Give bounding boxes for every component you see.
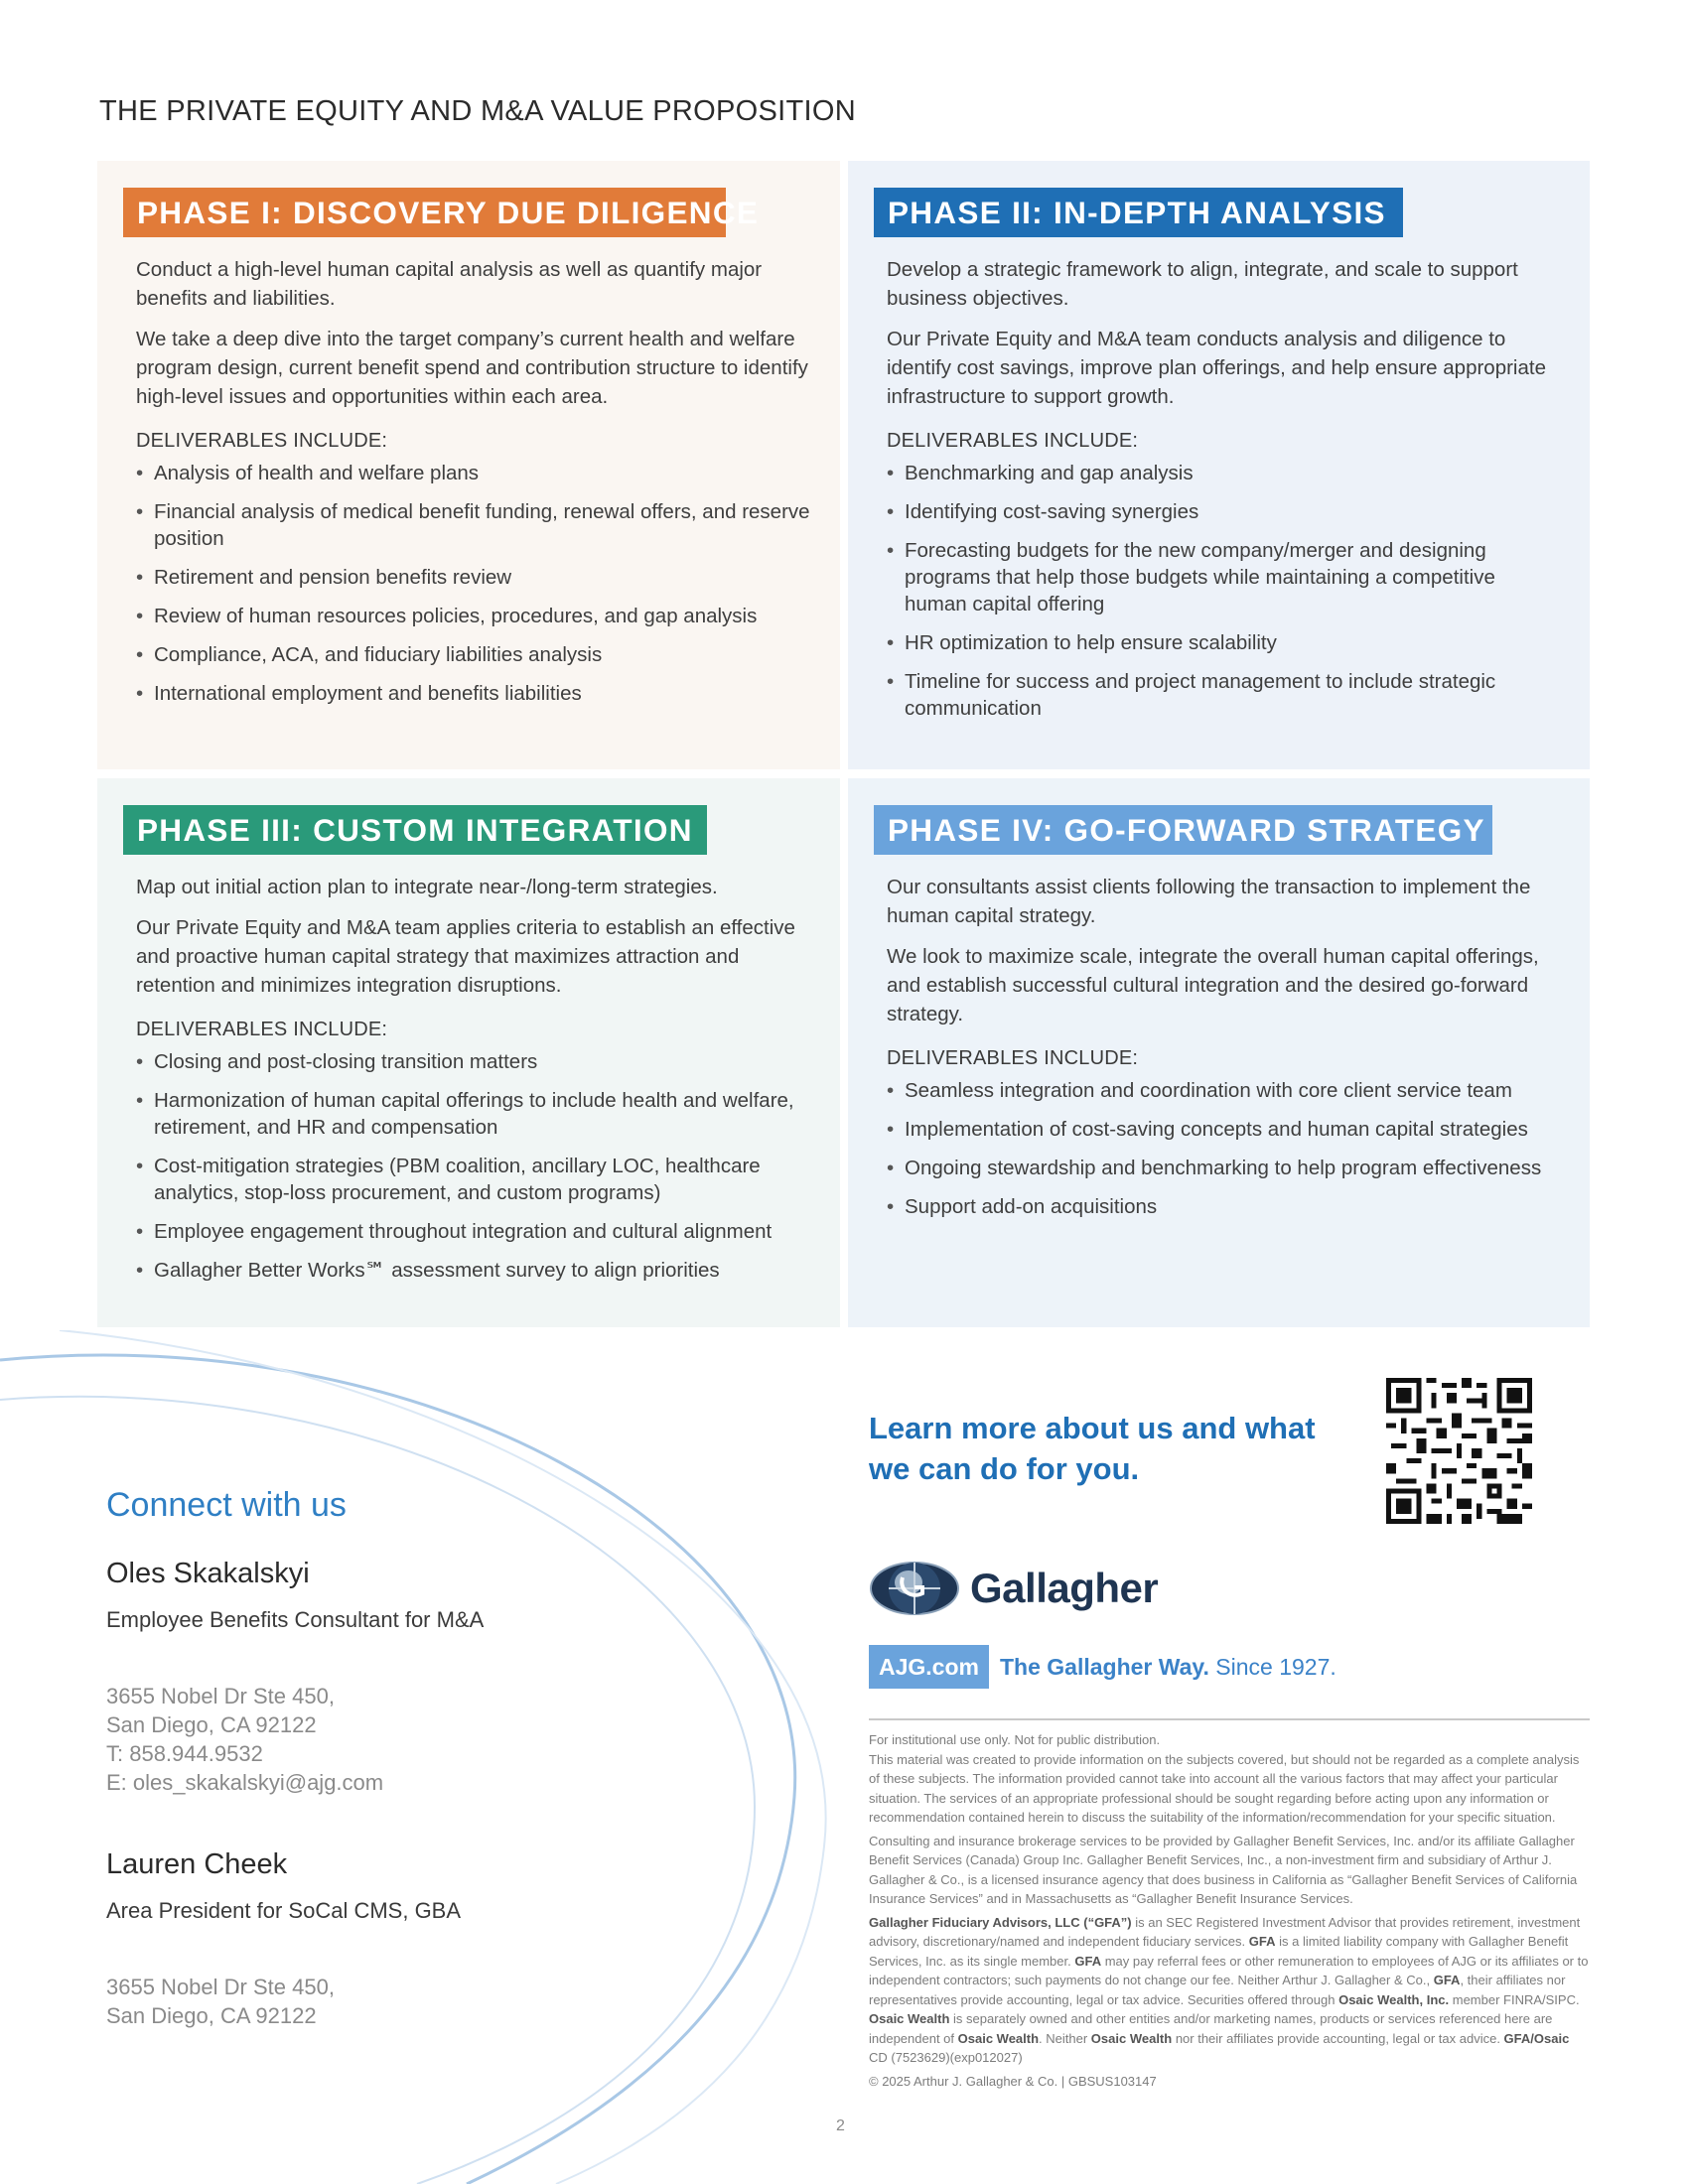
- disclaimer-text: CD (7523629)(exp012027): [869, 2050, 1023, 2065]
- brand-tagline-row: [869, 1645, 1336, 1689]
- list-item: • Compliance, ACA, and fiduciary liabilities analysis: [136, 641, 821, 668]
- list-item: • Implementation of cost-saving concepts and human capital strategies: [887, 1116, 1572, 1143]
- phase-3-deliverables-list: [136, 1048, 821, 1284]
- disclaimer-text: may pay referral fees or other remuneration to employees of AJG or its affiliates or to independent contractors; such payments do not change our fee. Neither Arthur J. Gallagher & Co.,: [869, 1953, 1589, 1987]
- disclaimer-text: , their affiliates nor representatives provide accounting, legal or tax advice. Securities offered through: [869, 1973, 1566, 2007]
- list-item: • Ongoing stewardship and benchmarking to help program effectiveness: [887, 1155, 1572, 1181]
- contact-name: Oles Skakalskyi: [106, 1558, 310, 1589]
- phase-3-deliverables-label: DELIVERABLES INCLUDE:: [136, 1019, 388, 1040]
- disclaimer-bold: GFA: [1248, 1934, 1276, 1949]
- qr-code-icon[interactable]: [1386, 1378, 1532, 1524]
- list-item: • Harmonization of human capital offerings to include health and welfare, retirement, and HR and compensation: [136, 1087, 821, 1141]
- phase-2-panel: [848, 161, 1590, 769]
- disclaimer-bold: GFA/Osaic: [1503, 2030, 1570, 2046]
- phase-3-title: PHASE III: CUSTOM INTEGRATION: [123, 805, 707, 855]
- contact-role: Employee Benefits Consultant for M&A: [106, 1607, 485, 1632]
- phase-3-intro: Map out initial action plan to integrate near-/long-term strategies.: [136, 876, 718, 898]
- list-item: • Employee engagement throughout integration and cultural alignment: [136, 1218, 821, 1245]
- contact-details: [106, 1973, 335, 2030]
- brand-tagline: [1000, 1654, 1336, 1681]
- disclaimer-paragraph: This material was created to provide information on the subjects covered, but should not be regarded as a complete analysis of these subjects. The information provided cannot take into account all the various factors that may affect your particular situation. The services of an appropriate professional should be sought regarding before acting upon any information or recommendation contained herein to discuss the suitability of the information/recommendation for your specific situation.: [869, 1751, 1580, 1825]
- disclaimer-text: member FINRA/SIPC.: [1449, 1991, 1580, 2007]
- phase-4-intro: Our consultants assist clients following the transaction to implement the human capital strategy.: [887, 876, 1531, 927]
- disclaimer: [869, 1730, 1590, 2095]
- phase-1-title: PHASE I: DISCOVERY DUE DILIGENCE: [123, 188, 726, 237]
- contact-phone: T: 858.944.9532: [106, 1741, 263, 1766]
- disclaimer-bold: GFA: [1074, 1953, 1102, 1969]
- list-item: • Analysis of health and welfare plans: [136, 460, 821, 486]
- phase-4-description: We look to maximize scale, integrate the overall human capital offerings, and establish successful cultural integration and the desired go-forward strategy.: [887, 945, 1539, 1025]
- contact-address-line: 3655 Nobel Dr Ste 450,: [106, 1975, 335, 1999]
- phase-4-deliverables-list: [887, 1077, 1572, 1220]
- copyright: © 2025 Arthur J. Gallagher & Co. | GBSUS103147: [869, 2073, 1157, 2089]
- disclaimer-text: . Neither: [1039, 2030, 1091, 2046]
- phase-2-intro: Develop a strategic framework to align, integrate, and scale to support business objectives.: [887, 258, 1518, 310]
- disclaimer-text: is a limited liability company with Gallagher Benefit Services, Inc. as its single member.: [869, 1934, 1569, 1969]
- divider: [869, 1718, 1590, 1720]
- list-item: • Forecasting budgets for the new company/merger and designing programs that help those budgets while maintaining a competitive human capital offering: [887, 537, 1562, 617]
- disclaimer-bold: Osaic Wealth: [869, 2011, 950, 2026]
- list-item: • Timeline for success and project management to include strategic communication: [887, 668, 1562, 722]
- phase-1-deliverables-list: [136, 460, 821, 707]
- disclaimer-text: is separately owned and other entities and/or marketing names, products or services referenced here are independent of: [869, 2011, 1553, 2046]
- disclaimer-bold: GFA: [1433, 1973, 1461, 1987]
- disclaimer-line: For institutional use only. Not for public distribution.: [869, 1732, 1161, 1747]
- list-item: • Benchmarking and gap analysis: [887, 460, 1562, 486]
- list-item: • Support add-on acquisitions: [887, 1193, 1572, 1220]
- list-item: • Review of human resources policies, procedures, and gap analysis: [136, 603, 821, 629]
- logo-wordmark: Gallagher: [970, 1565, 1159, 1611]
- gallagher-logo: [869, 1554, 1158, 1623]
- disclaimer-bold: Osaic Wealth, Inc.: [1338, 1991, 1450, 2007]
- disclaimer-text: nor their affiliates provide accounting, legal or tax advice.: [1172, 2030, 1504, 2046]
- phase-1-panel: [97, 161, 840, 769]
- phase-1-description: We take a deep dive into the target company’s current health and welfare program design, current benefit spend and contribution structure to identify high-level issues and opportunities within each area.: [136, 328, 808, 408]
- tagline-bold: The Gallagher Way.: [999, 1653, 1209, 1680]
- disclaimer-bold: Gallagher Fiduciary Advisors, LLC (“GFA”): [869, 1914, 1132, 1930]
- list-item: • Cost-mitigation strategies (PBM coalition, ancillary LOC, healthcare analytics, stop-loss procurement, and custom programs): [136, 1153, 821, 1206]
- tagline-rest: Since 1927.: [1208, 1653, 1336, 1680]
- phase-1-deliverables-label: DELIVERABLES INCLUDE:: [136, 430, 388, 452]
- contact-name: Lauren Cheek: [106, 1848, 288, 1880]
- phase-4-deliverables-label: DELIVERABLES INCLUDE:: [887, 1047, 1139, 1069]
- phase-2-deliverables-list: [887, 460, 1562, 722]
- globe-icon: [869, 1554, 960, 1623]
- phase-3-description: Our Private Equity and M&A team applies criteria to establish an effective and proactive human capital strategy that maximizes attraction and retention and minimizes integration disruptions.: [136, 916, 795, 997]
- contact-address-line: San Diego, CA 92122: [106, 1712, 317, 1737]
- contact-role: Area President for SoCal CMS, GBA: [106, 1898, 462, 1923]
- phase-2-description: Our Private Equity and M&A team conducts analysis and diligence to identify cost savings, improve plan offerings, and help ensure appropriate infrastructure to support growth.: [887, 328, 1546, 408]
- disclaimer-paragraph: [869, 1913, 1590, 2068]
- page-title: THE PRIVATE EQUITY AND M&A VALUE PROPOSITION: [99, 95, 856, 127]
- page-number: 2: [836, 2117, 845, 2134]
- disclaimer-bold: Osaic Wealth: [957, 2030, 1040, 2046]
- phase-2-deliverables-label: DELIVERABLES INCLUDE:: [887, 430, 1139, 452]
- list-item: • Financial analysis of medical benefit funding, renewal offers, and reserve position: [136, 498, 821, 552]
- phase-3-panel: [97, 778, 840, 1327]
- list-item: • International employment and benefits liabilities: [136, 680, 821, 707]
- ajg-site-link[interactable]: AJG.com: [869, 1645, 989, 1689]
- list-item: • Seamless integration and coordination with core client service team: [887, 1077, 1572, 1104]
- contact-email[interactable]: E: oles_skakalskyi@ajg.com: [106, 1770, 384, 1795]
- connect-title: Connect with us: [106, 1486, 347, 1524]
- list-item: • HR optimization to help ensure scalability: [887, 629, 1562, 656]
- phase-2-title: PHASE II: IN-DEPTH ANALYSIS: [874, 188, 1403, 237]
- disclaimer-bold: Osaic Wealth: [1090, 2030, 1173, 2046]
- list-item: • Retirement and pension benefits review: [136, 564, 821, 591]
- phase-1-intro: Conduct a high-level human capital analysis as well as quantify major benefits and liabilities.: [136, 258, 763, 310]
- disclaimer-text: is an SEC Registered Investment Advisor that provides retirement, investment advisory, discretionary/named and independent fiduciary services.: [869, 1914, 1581, 1949]
- contact-address-line: San Diego, CA 92122: [106, 2003, 317, 2028]
- disclaimer-paragraph: Consulting and insurance brokerage services to be provided by Gallagher Benefit Services, Inc. and/or its affiliate Gallagher Benefit Services (Canada) Group Inc. Gallagher Benefit Services, Inc., a non-investment firm and subsidiary of Arthur J. Gallagher & Co., is a licensed insurance agency that does business in California as “Gallagher Benefit Services of California Insurance Services” and in Massachusetts as “Gallagher Benefit Insurance Services.: [869, 1833, 1578, 1906]
- contact-details: [106, 1682, 383, 1797]
- list-item: • Closing and post-closing transition matters: [136, 1048, 821, 1075]
- list-item: • Identifying cost-saving synergies: [887, 498, 1562, 525]
- learn-more-heading: Learn more about us and what we can do for you.: [869, 1411, 1316, 1486]
- phase-4-panel: [848, 778, 1590, 1327]
- phase-4-title: PHASE IV: GO-FORWARD STRATEGY: [874, 805, 1492, 855]
- contact-address-line: 3655 Nobel Dr Ste 450,: [106, 1684, 335, 1708]
- list-item: • Gallagher Better Works℠ assessment survey to align priorities: [136, 1257, 821, 1284]
